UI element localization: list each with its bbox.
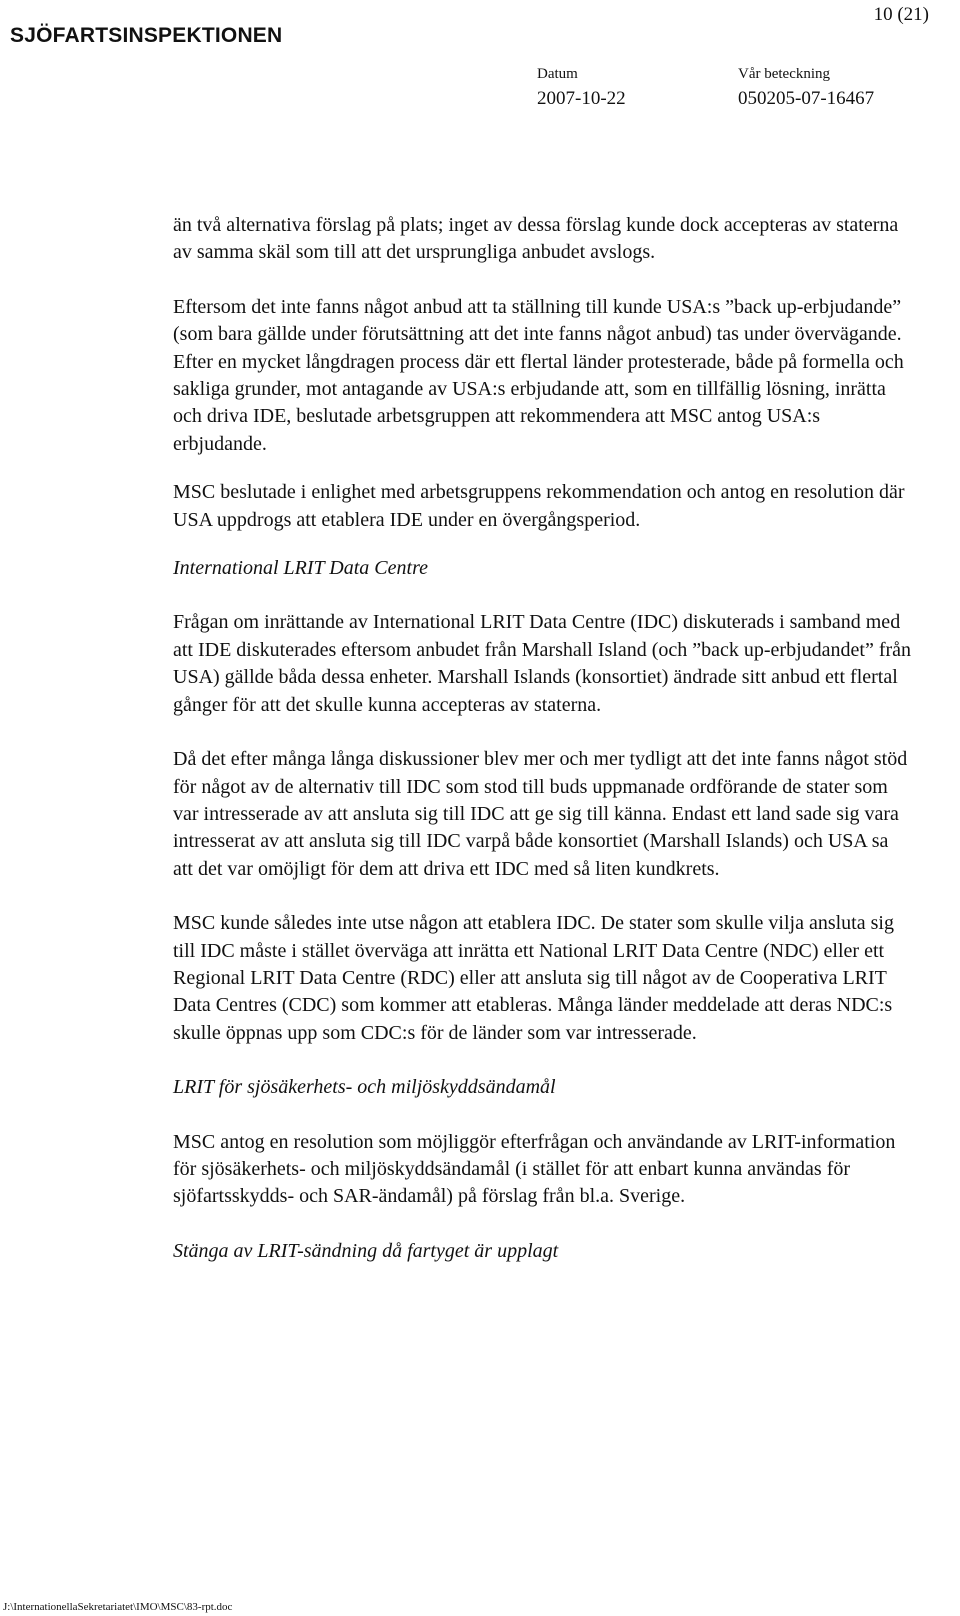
document-body [173,212,913,1292]
paragraph: Eftersom det inte fanns något anbud att ta ställning till kunde USA:s ”back up-erbjudande” (som bara gällde under förutsättning att det inte fanns något anbud) tas under övervägande. Efter en mycket långdragen process där ett flertal länder protesterade, både på formella och sakliga grunder, mot antagande av USA:s erbjudande att, som en tillfällig lösning, inrätta och driva IDE, beslutade arbetsgruppen att rekommendera att MSC antog USA:s erbjudande. [173,295,904,455]
paragraph: Frågan om inrättande av International LRIT Data Centre (IDC) diskuterads i samband med att IDE diskuterades eftersom anbudet från Marshall Island (och ”back up-erbjudandet” från USA) gällde båda dessa enheter. Marshall Islands (konsortiet) ändrade sitt anbud ett flertal gånger för att det skulle kunna accepteras av staterna. [173,611,912,716]
section-heading: LRIT för sjösäkerhets- och miljöskyddsändamål [173,1076,556,1099]
agency-logo [6,4,283,68]
logo-text: SJÖFARTSINSPEKTIONEN [10,24,283,47]
paragraph: MSC kunde således inte utse någon att etablera IDC. De stater som skulle vilja ansluta sig till IDC måste i stället överväga att inrätta ett National LRIT Data Centre (NDC) eller ett Regional LRIT Data Centre (RDC) eller att ansluta sig till något av de Cooperativa LRIT Data Centres (CDC) som kommer att etableras. Många länder meddelade att deras NDC:s skulle öppnas upp som CDC:s för de länder som var intresserade. [173,912,894,1044]
section-heading: Stänga av LRIT-sändning då fartyget är upplagt [173,1239,559,1262]
paragraph: Då det efter många långa diskussioner blev mer och mer tydligt att det inte fanns något stöd för något av de alternativ till IDC som stod till buds uppmanade ordförande de stater som var intresserade av att ansluta sig till IDC att ge sig till känna. Endast ett land sade sig vara intresserat av att ansluta sig till IDC varpå både konsortiet (Marshall Islands) och USA sa att det var omöjligt för dem att driva ett IDC med så liten kundkrets. [173,748,908,880]
footer-file-path: J:\InternationellaSekretariatet\IMO\MSC\83-rpt.doc [3,1601,233,1613]
page-number: 10 (21) [873,4,929,25]
paragraph: än två alternativa förslag på plats; inget av dessa förslag kunde dock accepteras av staterna av samma skäl som till att det ursprungliga anbudet avslogs. [173,214,899,264]
date-label: Datum [537,66,578,82]
reference-label: Vår beteckning [738,66,831,82]
paragraph: MSC antog en resolution som möjliggör efterfrågan och användande av LRIT-information för sjösäkerhets- och miljöskyddsändamål (i stället för att enbart kunna användas för sjöfartsskydds- och SAR-ändamål) på förslag från bl.a. Sverige. [173,1130,896,1208]
reference-value: 050205-07-16467 [738,88,875,109]
paragraph: MSC beslutade i enlighet med arbetsgruppens rekommendation och antog en resolution där USA uppdrogs att etablera IDE under en övergångsperiod. [173,481,905,531]
section-heading: International LRIT Data Centre [173,557,428,580]
date-value: 2007-10-22 [537,88,626,109]
